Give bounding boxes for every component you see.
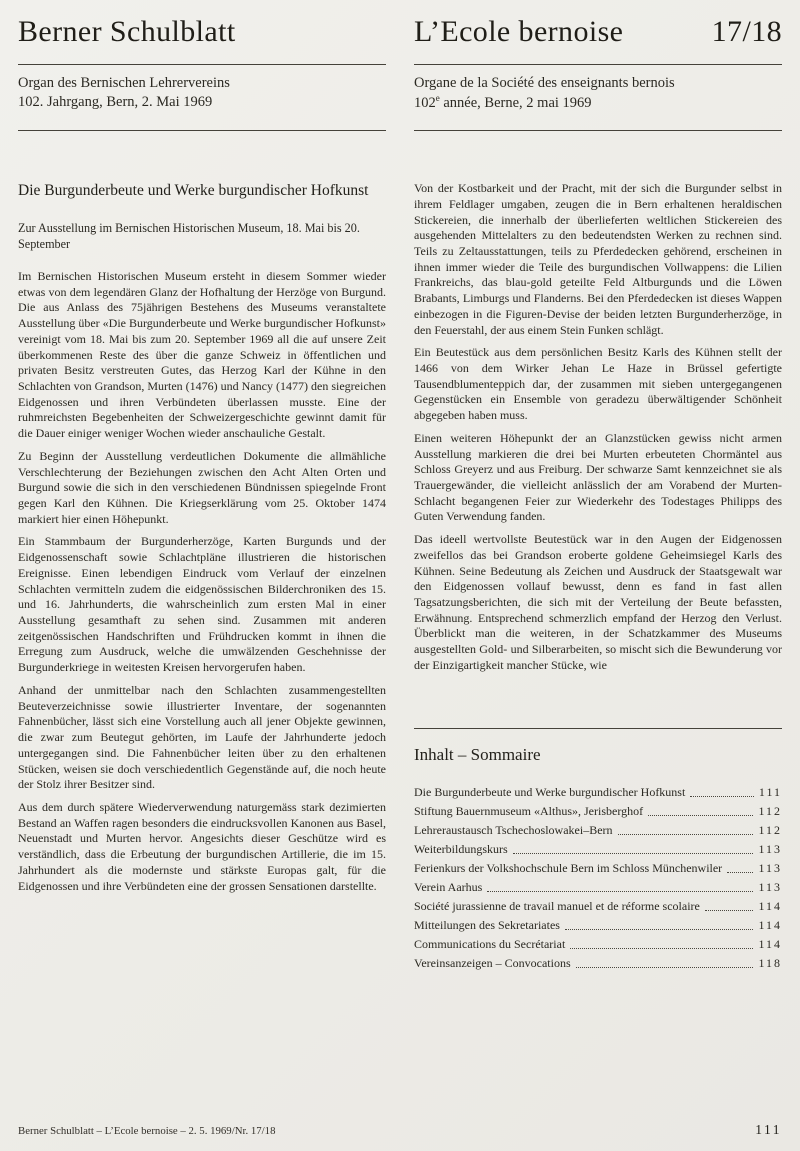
masthead-title-french: L’Ecole bernoise xyxy=(414,15,624,48)
toc-entry xyxy=(414,840,782,858)
article-title: Die Burgunderbeute und Werke burgundischer Hofkunst xyxy=(18,182,369,200)
paragraph: Ein Stammbaum der Burgunderherzöge, Karten Burgunds und der Eidgenossenschaft sowie Schlachtpläne illustrieren die historischen Ereignisse. Einen lebendigen Eindruck vom Verlauf der einzelnen Schlachten vermitteln zudem die eidgenössischen Bilderchroniken des 15. und 16. Jahrhunderts, die wahrscheinlich zum ersten Mal in einer Ausstellung gesamthaft zu sehen sind. Zusammen mit anderen zeitgenössischen Handschriften und Frühdrucken kommt in ihnen die Erregung zum Ausdruck, welche die umwälzenden Geschehnisse der Burgunderkriege in weitesten Kreisen hervorgerufen haben. xyxy=(18,534,386,675)
page-number: 111 xyxy=(755,1122,782,1137)
toc-entry xyxy=(414,821,782,839)
paragraph: Aus dem durch spätere Wiederverwendung naturgemäss stark dezimierten Bestand an Waffen ragen besonders die eindrucksvollen Kanonen aus Basel, Neuenstadt und Murten hervor. Angesichts dieser Geschütze wird es verständlich, dass die Erbeutung der burgundischen Artillerie, die im 15. Jahrhundert als die modernste und stärkste Europas galt, für die Eidgenossen und ihre Verbündeten eine der grossen Sensationen darstellte. xyxy=(18,799,386,893)
masthead-title-german: Berner Schulblatt xyxy=(18,15,236,48)
left-column xyxy=(18,181,386,973)
volume-date-french: année, Berne, 2 mai 1969 xyxy=(439,94,592,111)
paragraph: Das ideell wertvollste Beutestück war in den Augen der Eidgenossen zweifellos das bei Grandson eroberte goldene Geheimsiegel Karls des Kühnen. Seine Bedeutung als Zeichen und Ausdruck der Staatsgewalt war den Eidgenossen vollauf bewusst, denn es fand in fast allen Tagsatzungsberichten, die sich mit der Verteilung der Beute befassten, Erwähnung. Entsprechend schmerzlich empfand der Herzog den Verlust. Überblickt man die weiteren, in der Schatzkammer des Museums ausgestellten Gold- und Silberarbeiten, so mischt sich die Bewunderung vor der Einzigartigkeit mancher Stücke, wie xyxy=(414,532,782,672)
subhead-german xyxy=(18,64,386,131)
footer xyxy=(18,1122,782,1138)
dot-leader xyxy=(487,891,753,892)
volume-line-german: 102. Jahrgang, Bern, 2. Mai 1969 xyxy=(18,94,213,111)
toc-entry-label: Lehreraustausch Tschechoslowakei–Bern xyxy=(414,822,613,837)
dot-leader xyxy=(618,834,754,835)
toc-entry-page-number: 118 xyxy=(758,955,782,970)
toc-entry xyxy=(414,954,782,972)
toc-entry xyxy=(414,783,782,801)
right-column xyxy=(414,181,782,973)
footer-running-title: Berner Schulblatt – L’Ecole bernoise – 2. 5. 1969/Nr. 17/18 xyxy=(18,1125,276,1137)
toc-entry-page-number: 112 xyxy=(758,803,782,818)
dot-leader xyxy=(705,910,754,911)
article-columns xyxy=(18,181,782,973)
paragraph: Im Bernischen Historischen Museum ersteht in diesem Sommer wieder etwas von dem legendären Glanz der Hofhaltung der Herzöge von Burgund. Die aus Anlass des 75jährigen Bestehens des Museums veranstaltete Ausstellung über «Die Burgunderbeute und Werke burgundischer Hofkunst» vereinigt vom 18. Mai bis zum 20. September 1969 all die auf unsere Zeit überkommenen Reste des über die ganze Schweiz in öffentlichen und privaten Besitz verstreuten Gutes, das Herzog Karl der Kühne in den Schlachten von Grandson, Murten (1476) und Nancy (1477) den siegreichen Eidgenossen und ihren Verbündeten überlassen musste. Eine der ruhmreichsten Begebenheiten der Schweizergeschichte gewinnt damit für die Dauer einiger weniger Wochen wieder anschauliche Gestalt. xyxy=(18,268,386,441)
ordinal-superscript: e xyxy=(435,93,440,104)
dot-leader xyxy=(570,948,753,949)
dot-leader xyxy=(690,796,754,797)
masthead xyxy=(18,8,782,50)
paragraph: Anhand der unmittelbar nach den Schlachten zusammengestellten Beuteverzeichnisse sowie illustrierter Inventare, der sogenannten Fahnenbücher, lässt sich eine Vorstellung auch all jener Objekte gewinnen, die zwar zum Beutegut gehörten, im Laufe der Jahrhunderte jedoch untergegangen sind. Die Fahnenbücher leiten über zu den erhaltenen Stücken, weisen sie doch verschiedentlich Gegenstände auf, die noch heute der Stolz ihrer Besitzer sind. xyxy=(18,682,386,792)
toc-entry-label: Verein Aarhus xyxy=(414,879,483,894)
toc-entry-label: Mitteilungen des Sekretariates xyxy=(414,917,560,932)
article-subtitle: Zur Ausstellung im Bernischen Historischen Museum, 18. Mai bis 20. September xyxy=(18,221,360,252)
toc-entry-label: Communications du Secrétariat xyxy=(414,936,566,951)
volume-number-french: 102 xyxy=(414,94,436,111)
dot-leader xyxy=(576,967,754,968)
paragraph: Von der Kostbarkeit und der Pracht, mit der sich die Burgunder selbst in ihrem Feldlager umgaben, zeugen die in Bern erhaltenen heraldischen Stickereien, die innerhalb der überlieferten weltlichen Stickereien des ausgehenden Mittelalters zu den bedeutendsten Werken zu rechnen sind. Teils zu Zeltausstattungen, teils zu Pferdedecken gehörend, erscheinen in ihnen immer wieder die Teile des burgundischen Vollwappens: die Lilien Frankreichs, das blau-gold geteilte Feld Altburgunds und die Löwen Brabants, Limburgs und Flanderns. Bei den Pferdedecken ist dieses Wappen einbezogen in die Figuren-Devise der beiden letzten Burgunderherzöge, in den Feuerstahl, der aus einem Stein Funken schlägt. xyxy=(414,181,782,337)
paragraph: Einen weiteren Höhepunkt der an Glanzstücken gewiss nicht armen Ausstellung markieren die drei bei Murten erbeuteten Chormäntel aus Schloss Greyerz und aus Freiburg. Der schwarze Samt kennzeichnet sie als Trauergewänder, die vielleicht anlässlich der am Vorabend der Murten-Schlacht begangenen Feier zur Wiederkehr des Todestages Philipps des Guten Verwendung fanden. xyxy=(414,430,782,524)
toc-entry-page-number: 114 xyxy=(758,917,782,932)
toc-entry-page-number: 111 xyxy=(758,784,782,799)
toc-entry xyxy=(414,859,782,877)
toc-entry-label: Société jurassienne de travail manuel et de réforme scolaire xyxy=(414,898,700,913)
toc-entry xyxy=(414,802,782,820)
toc-entry-page-number: 113 xyxy=(758,860,782,875)
organ-line-german: Organ des Bernischen Lehrervereins xyxy=(18,75,230,91)
subhead-french xyxy=(414,64,782,131)
masthead-issue-number: 17/18 xyxy=(711,15,782,48)
toc-list xyxy=(414,783,782,972)
paragraph: Ein Beutestück aus dem persönlichen Besitz Karls des Kühnen stellt der 1466 von dem Wirker Jehan Le Haze in Brüssel gefertigte Tausendblumenteppich dar, der zusammen mit sieben untergegangenen Gegenstücken ein Ensemble von geradezu überwältigender Schönheit abgegeben haben muss. xyxy=(414,345,782,423)
toc-entry-label: Ferienkurs der Volkshochschule Bern im Schloss Münchenwiler xyxy=(414,860,723,875)
toc-entry-page-number: 114 xyxy=(758,936,782,951)
toc-entry-label: Stiftung Bauernmuseum «Althus», Jerisberghof xyxy=(414,803,644,818)
subhead xyxy=(18,64,782,131)
toc-entry xyxy=(414,916,782,934)
dot-leader xyxy=(648,815,753,816)
toc-entry-page-number: 113 xyxy=(758,841,782,856)
toc-entry xyxy=(414,897,782,915)
toc-entry-label: Vereinsanzeigen – Convocations xyxy=(414,955,571,970)
volume-line-french xyxy=(414,93,782,113)
table-of-contents xyxy=(414,728,782,972)
toc-entry-page-number: 113 xyxy=(758,879,782,894)
toc-entry-page-number: 114 xyxy=(758,898,782,913)
dot-leader xyxy=(513,853,754,854)
article-body-left xyxy=(18,269,386,894)
organ-line-french: Organe de la Société des enseignants bernois xyxy=(414,75,675,91)
toc-entry-label: Die Burgunderbeute und Werke burgundischer Hofkunst xyxy=(414,784,686,799)
dot-leader xyxy=(727,872,753,873)
toc-title: Inhalt – Sommaire xyxy=(414,744,541,764)
toc-entry xyxy=(414,878,782,896)
toc-entry xyxy=(414,935,782,953)
article-body-right xyxy=(414,181,782,674)
paragraph: Zu Beginn der Ausstellung verdeutlichen Dokumente die allmähliche Verschlechterung der Beziehungen zwischen den Acht Alten Orten und Burgund sowie die sich in den verschiedenen Bündnissen spiegelnde Front gegen Karl den Kühnen. Die Kriegserklärung vom 25. Oktober 1474 markiert hier einen Höhepunkt. xyxy=(18,448,386,526)
masthead-right xyxy=(414,14,782,50)
toc-entry-page-number: 112 xyxy=(758,822,782,837)
dot-leader xyxy=(565,929,753,930)
toc-entry-label: Weiterbildungskurs xyxy=(414,841,508,856)
